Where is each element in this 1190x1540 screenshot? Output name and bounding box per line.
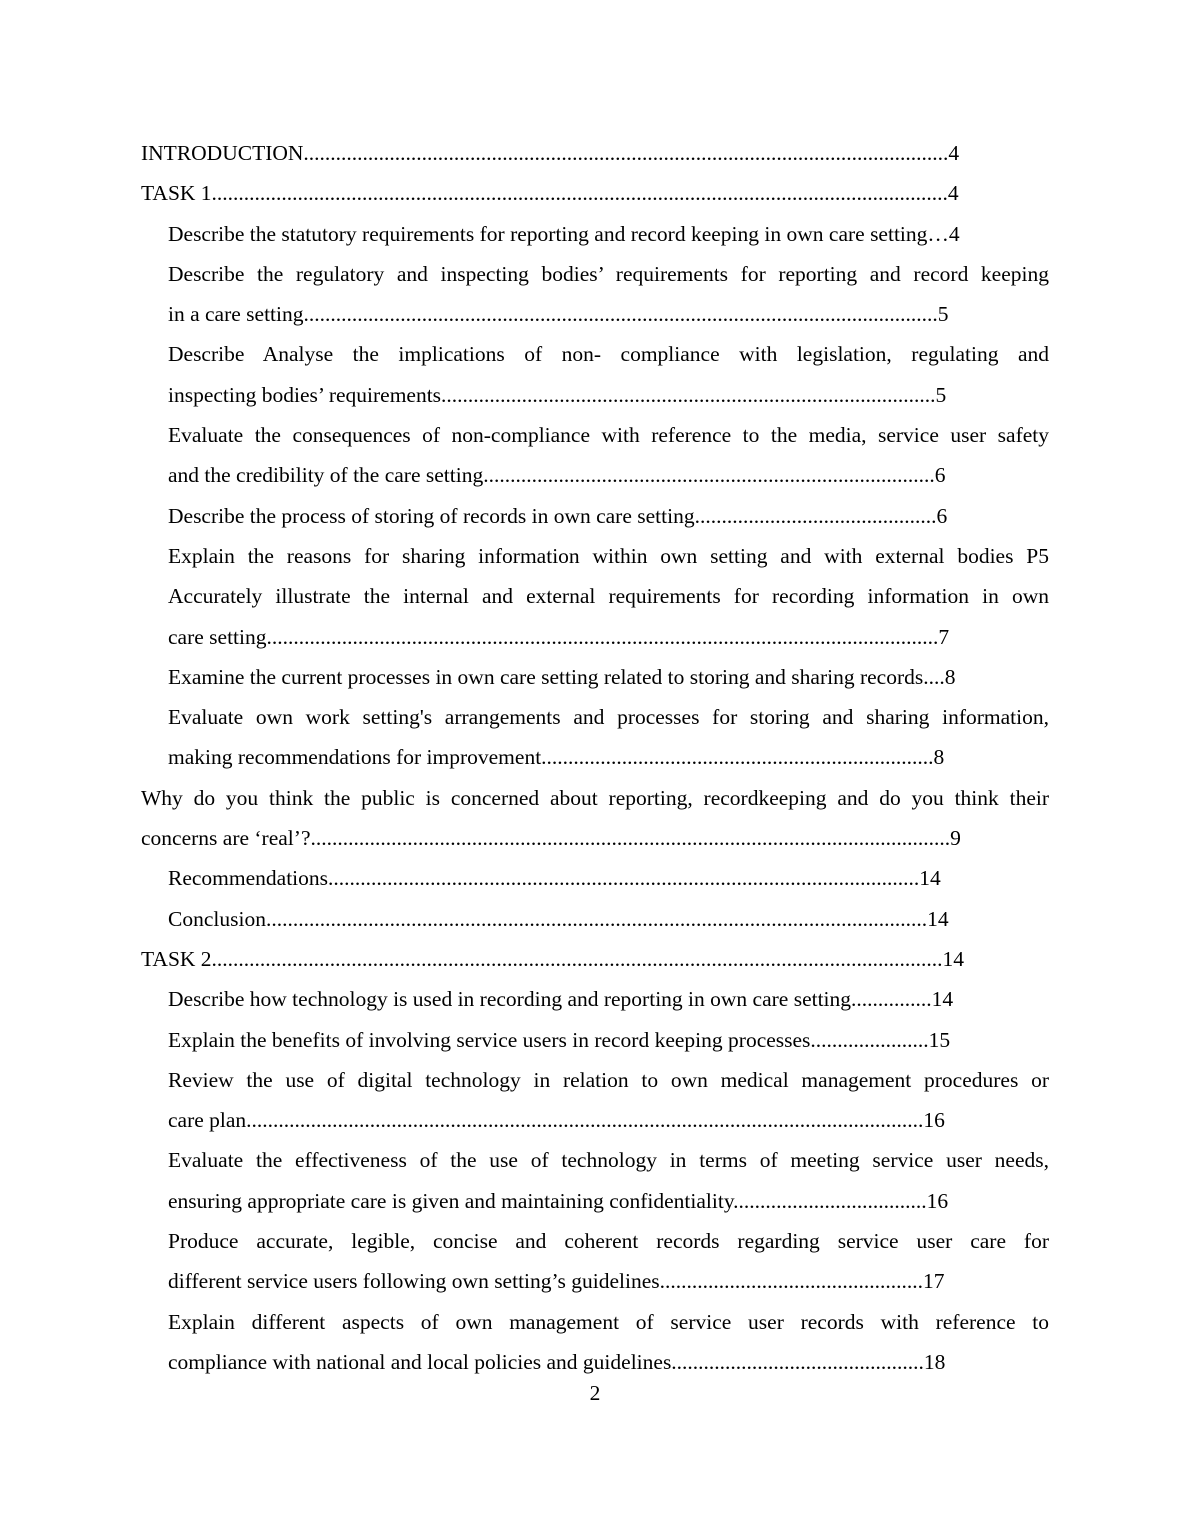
toc-entry-line: concerns are ‘real’?.......................................................................................................................9 (141, 826, 961, 851)
toc-entry-current-processes[interactable] (141, 657, 1049, 697)
toc-entry-line: Review the use of digital technology in relation to own medical management procedures or (168, 1067, 1049, 1092)
toc-entry-line: Evaluate the effectiveness of the use of technology in terms of meeting service user needs, (168, 1148, 1049, 1173)
toc-entry-involving-service-users[interactable] (141, 1020, 1049, 1060)
toc-entry-regulatory-bodies[interactable] (141, 254, 1049, 335)
toc-entry-line: Examine the current processes in own care setting related to storing and sharing records....8 (168, 664, 956, 689)
toc-entry-produce-records[interactable] (141, 1221, 1049, 1302)
toc-entry-recommendations[interactable] (141, 858, 1049, 898)
toc-entry-line: care setting.............................................................................................................................7 (168, 624, 950, 649)
toc-entry-line: Accurately illustrate the internal and external requirements for recording information in own (168, 584, 1049, 609)
page-number: 2 (589, 1381, 601, 1405)
toc-entry-task-2[interactable] (141, 939, 1049, 979)
toc-entry-statutory-requirements[interactable] (141, 214, 1049, 254)
toc-entry-line: Describe the process of storing of records in own care setting.............................................6 (168, 503, 948, 528)
toc-entry-digital-technology-review[interactable] (141, 1060, 1049, 1141)
toc-entry-line: Describe how technology is used in recording and reporting in own care setting...............14 (168, 987, 954, 1012)
toc-entry-task-1[interactable] (141, 173, 1049, 213)
toc-entry-line: different service users following own setting’s guidelines.................................................17 (168, 1269, 945, 1294)
toc-entry-internal-external-requirements[interactable] (141, 576, 1049, 657)
toc-entry-evaluate-arrangements[interactable] (141, 697, 1049, 778)
toc-entry-sharing-information[interactable] (141, 536, 1049, 576)
toc-entry-public-concern[interactable] (141, 778, 1049, 859)
toc-entry-technology-effectiveness[interactable] (141, 1140, 1049, 1221)
toc-entry-non-compliance-consequences[interactable] (141, 415, 1049, 496)
toc-entry-conclusion[interactable] (141, 899, 1049, 939)
toc-entry-line: Explain the benefits of involving service users in record keeping processes......................15 (168, 1027, 951, 1052)
toc-entry-line: INTRODUCTION........................................................................................................................4 (141, 141, 960, 165)
toc-entry-line: Explain the reasons for sharing information within own setting and with external bodies P5 (168, 543, 1049, 568)
toc-entry-storing-records[interactable] (141, 496, 1049, 536)
toc-entry-introduction[interactable] (141, 133, 1049, 173)
toc-entry-line: Evaluate own work setting's arrangements and processes for storing and sharing information, (168, 705, 1049, 730)
toc-entry-line: Produce accurate, legible, concise and coherent records regarding service user care for (168, 1229, 1049, 1254)
toc-entry-line: Why do you think the public is concerned about reporting, recordkeeping and do you think their (141, 785, 1049, 810)
toc-entry-line: Describe the regulatory and inspecting bodies’ requirements for reporting and record keeping (168, 261, 1049, 286)
toc-entry-line: TASK 2........................................................................................................................................14 (141, 946, 965, 971)
toc-entry-line: TASK 1.........................................................................................................................................4 (141, 181, 959, 206)
toc-entry-line: Conclusion...........................................................................................................................14 (168, 906, 949, 931)
toc-entry-line: Describe Analyse the implications of non- compliance with legislation, regulating and (168, 342, 1049, 367)
toc-entry-line: Evaluate the consequences of non-compliance with reference to the media, service user safety (168, 423, 1049, 448)
toc-entry-line: in a care setting......................................................................................................................5 (168, 302, 949, 327)
table-of-contents (141, 133, 1049, 1382)
toc-entry-technology-recording[interactable] (141, 979, 1049, 1019)
toc-entry-line: care plan..............................................................................................................................16 (168, 1108, 945, 1133)
toc-entry-line: compliance with national and local policies and guidelines...............................................18 (168, 1349, 946, 1374)
toc-entry-line: Describe the statutory requirements for reporting and record keeping in own care setting…4 (168, 221, 960, 246)
toc-entry-line: making recommendations for improvement.........................................................................8 (168, 745, 945, 770)
toc-entry-line: inspecting bodies’ requirements............................................................................................5 (168, 382, 947, 407)
toc-entry-line: ensuring appropriate care is given and maintaining confidentiality....................................16 (168, 1188, 949, 1213)
toc-entry-non-compliance-implications[interactable] (141, 334, 1049, 415)
toc-entry-line: Recommendations..............................................................................................................14 (168, 866, 941, 891)
toc-entry-management-aspects[interactable] (141, 1302, 1049, 1383)
toc-entry-line: and the credibility of the care setting....................................................................................6 (168, 463, 946, 488)
toc-entry-line: Explain different aspects of own management of service user records with reference to (168, 1309, 1049, 1334)
